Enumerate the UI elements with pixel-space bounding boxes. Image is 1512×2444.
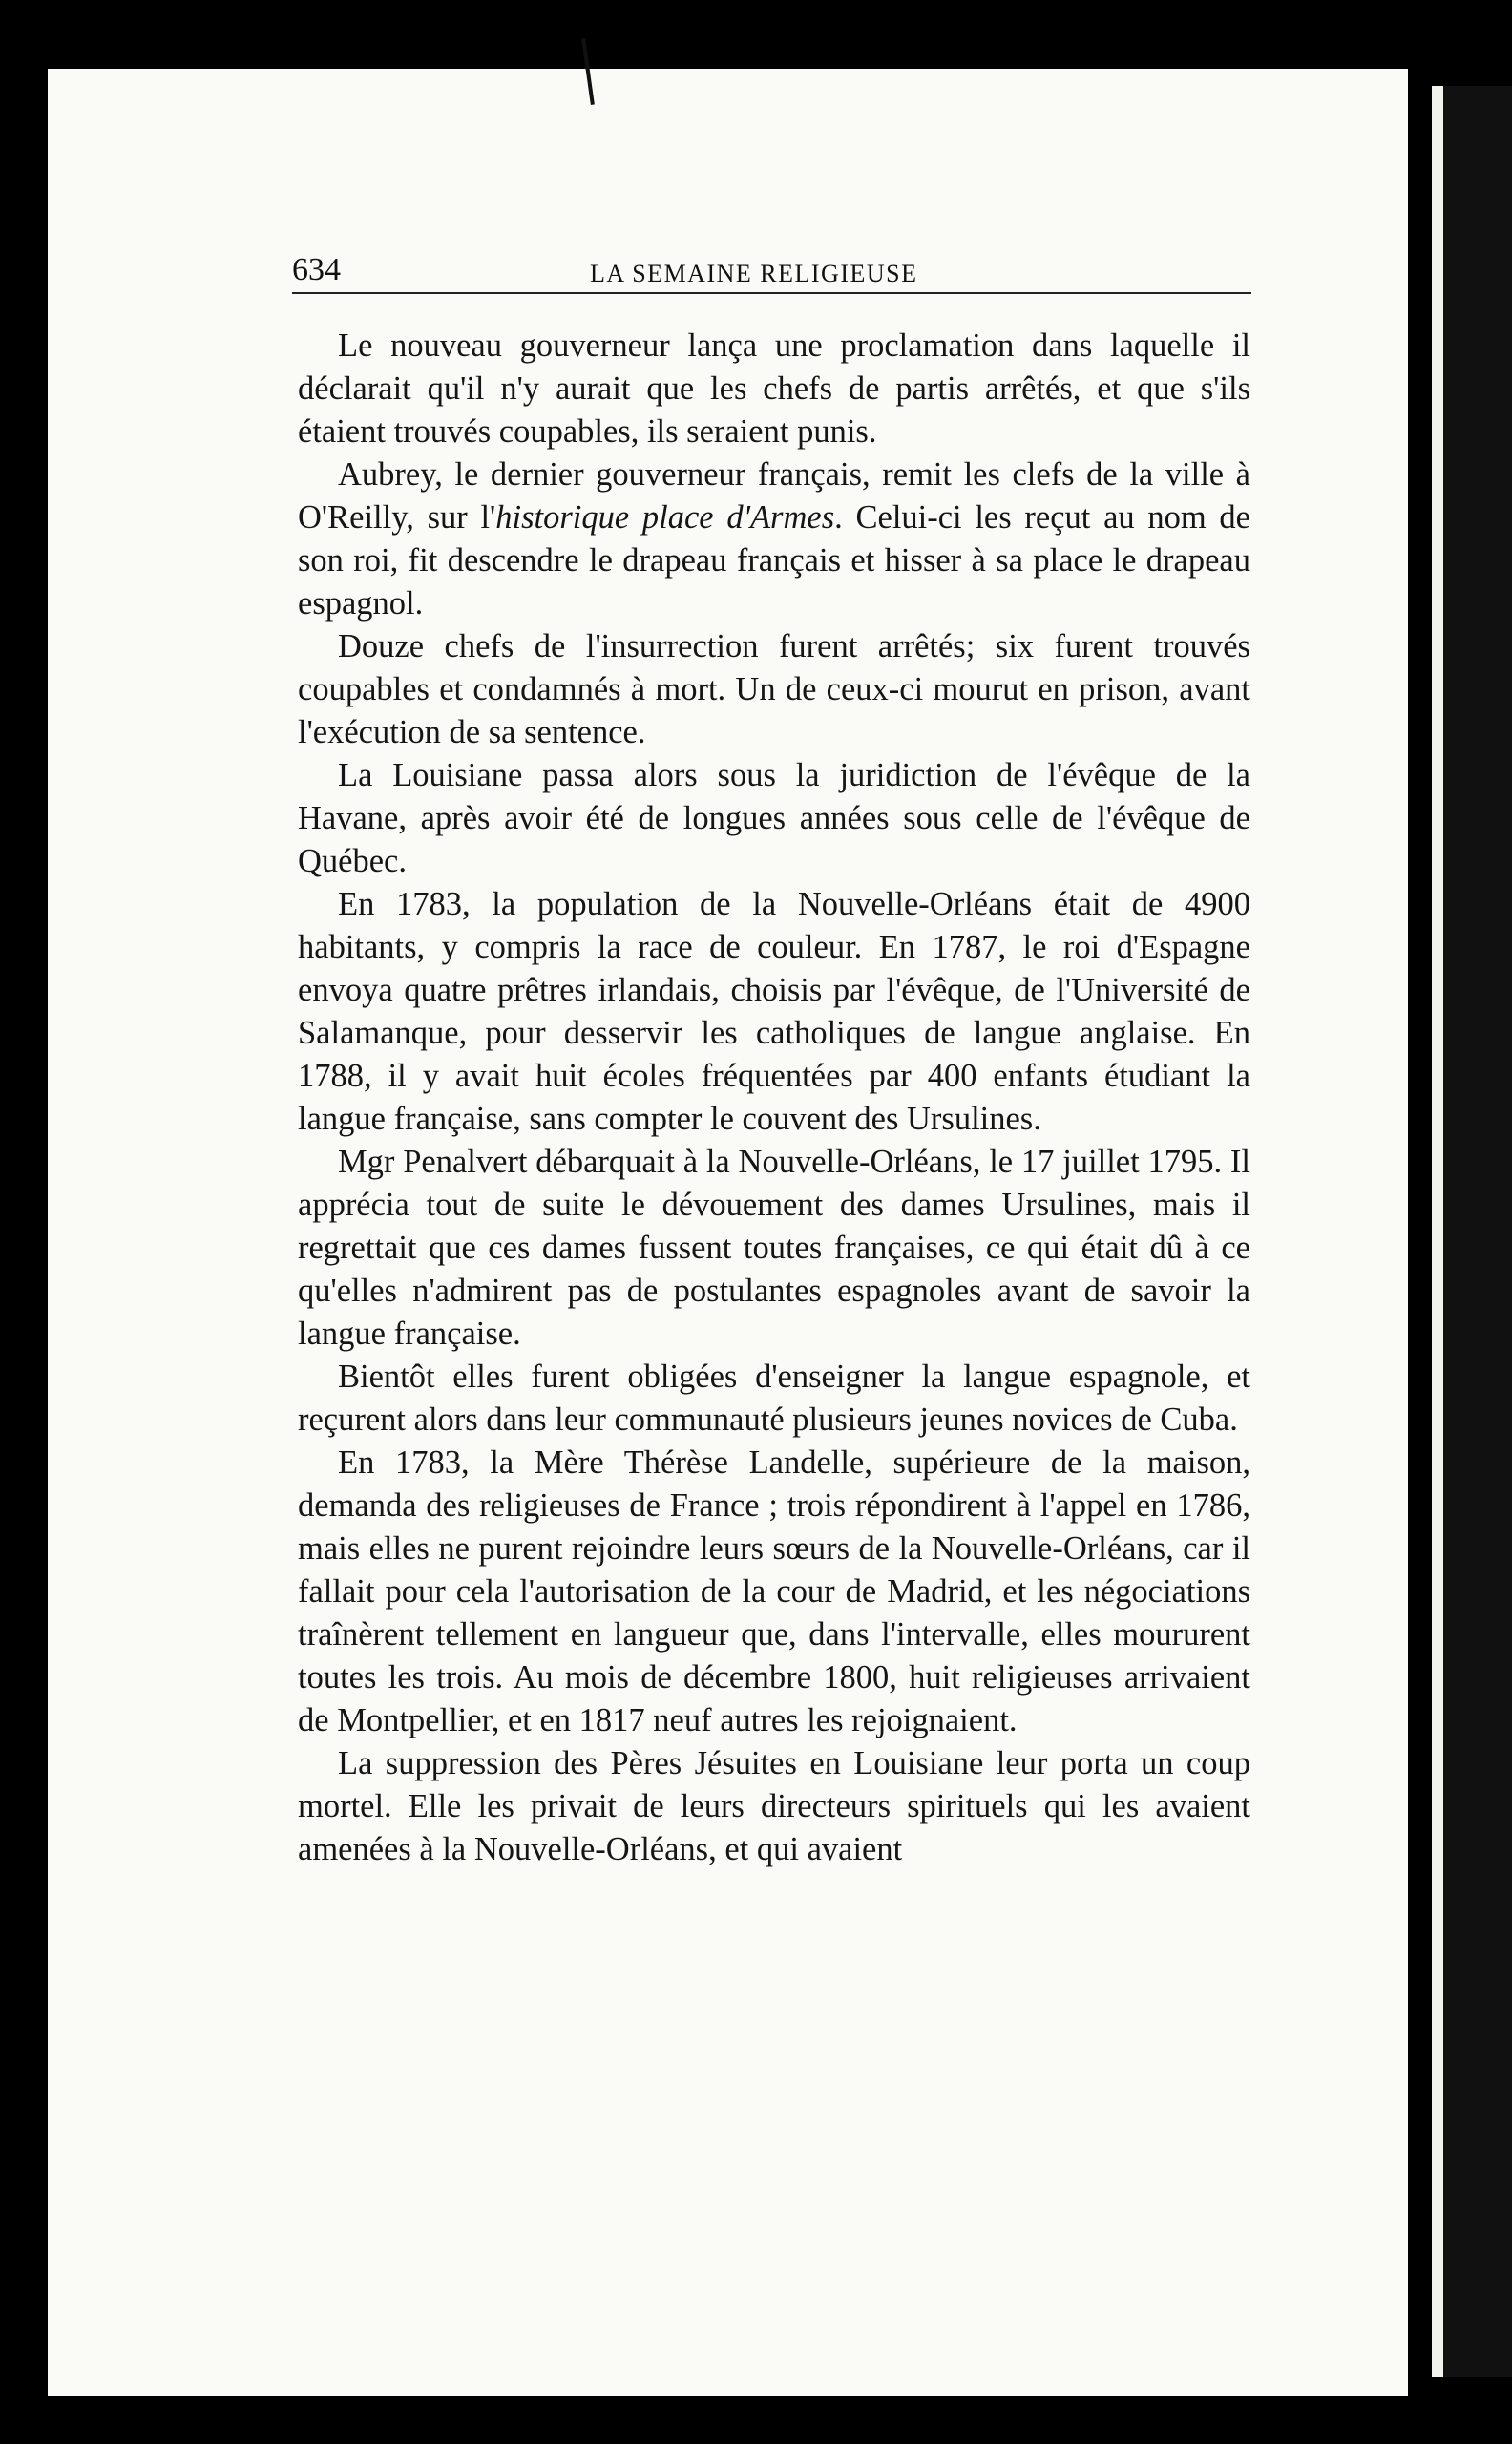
paragraph: Mgr Penalvert débarquait à la Nouvelle-Orléans, le 17 juillet 1795. Il apprécia tout de suite le dévouement des dames Ursulines, mais il regrettait que ces dames fussent toutes françaises, ce qui était dû à ce qu'elles n'admirent pas de postulantes espagnoles avant de savoir la langue française. [298,1144,1250,1352]
paragraph: La suppression des Pères Jésuites en Louisiane leur porta un coup mortel. Elle les privait de leurs directeurs spirituels qui les avaient amenées à la Nouvelle-Orléans, et qui avaient [298,1745,1250,1867]
italic-place-name: historique place d'Armes [495,499,835,536]
page-number: 634 [292,252,341,287]
paragraph-text: Aubrey, le dernier gouverneur français, remit les clefs de la ville à O'Reilly, sur l' [298,456,1250,536]
paragraph [298,453,1250,625]
running-title: LA SEMAINE RELIGIEUSE [590,260,918,287]
running-header [292,250,1251,294]
body-text [298,325,1250,1871]
paragraph: Bientôt elles furent obligées d'enseigner la langue espagnole, et reçurent alors dans leur communauté plusieurs jeunes novices de Cuba. [298,1359,1250,1438]
paragraph: En 1783, la Mère Thérèse Landelle, supérieure de la maison, demanda des religieuses de France ; trois répondirent à l'appel en 1786, mais elles ne purent rejoindre leurs sœurs de la Nouvelle-Orléans, car il fallait pour cela l'autorisation de la cour de Madrid, et les négociations traînèrent tellement en langueur que, dans l'intervalle, elles moururent toutes les trois. Au mois de décembre 1800, huit religieuses arrivaient de Montpellier, et en 1817 neuf autres les rejoignaient. [298,1444,1250,1738]
paragraph: Le nouveau gouverneur lança une proclamation dans laquelle il déclarait qu'il n'y aurait que les chefs de partis arrêtés, et que s'ils étaient trouvés coupables, ils seraient punis. [298,327,1250,450]
paragraph: La Louisiane passa alors sous la juridiction de l'évêque de la Havane, après avoir été de longues années sous celle de l'évêque de Québec. [298,757,1250,879]
paragraph: En 1783, la population de la Nouvelle-Orléans était de 4900 habitants, y compris la race de couleur. En 1787, le roi d'Espagne envoya quatre prêtres irlandais, choisis par l'évêque, de l'Université de Salamanque, pour desservir les catholiques de langue anglaise. En 1788, il y avait huit écoles fréquentées par 400 enfants étudiant la langue française, sans compter le couvent des Ursulines. [298,886,1250,1137]
adjacent-page-edge [1432,86,1512,2377]
scan-border-shadow [1443,86,1512,2377]
paragraph: Douze chefs de l'insurrection furent arrêtés; six furent trouvés coupables et condamnés à mort. Un de ceux-ci mourut en prison, avant l'exécution de sa sentence. [298,628,1250,750]
paragraph-text: . Celui-ci les reçut au nom de son roi, fit descendre le drapeau français et hisser à sa place le drapeau espagnol. [298,499,1250,622]
